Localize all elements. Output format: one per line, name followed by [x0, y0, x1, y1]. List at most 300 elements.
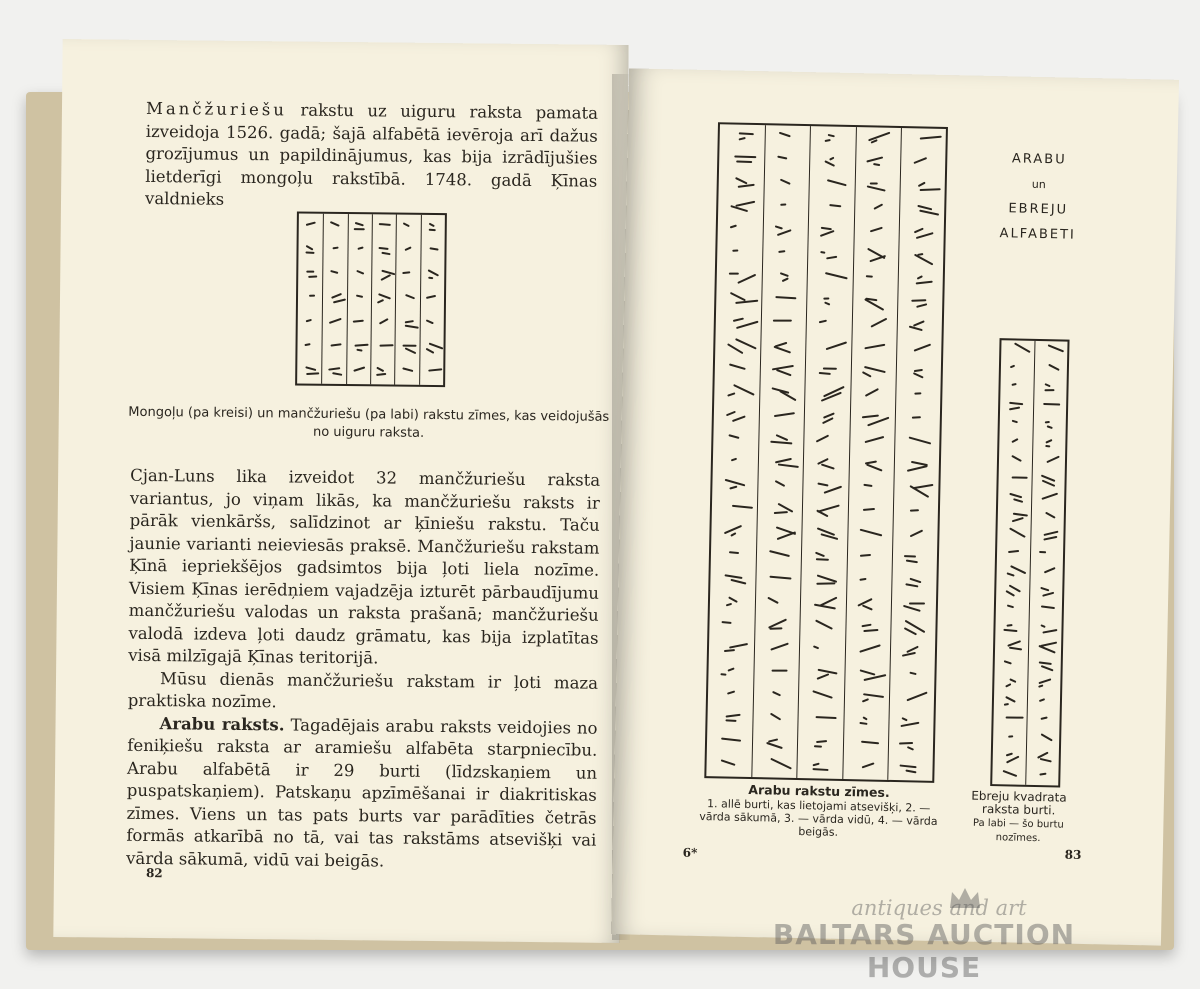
- script-glyph-mark: [1040, 758, 1052, 763]
- script-glyph-mark: [863, 508, 875, 511]
- script-glyph-mark: [402, 367, 414, 372]
- script-glyph-mark: [871, 139, 878, 143]
- table-column-rule: [321, 214, 324, 384]
- script-glyph-mark: [331, 293, 342, 299]
- script-glyph-mark: [1044, 568, 1056, 574]
- script-glyph-mark: [911, 299, 926, 302]
- script-glyph-mark: [1004, 629, 1018, 632]
- script-glyph-mark: [814, 745, 822, 747]
- script-glyph-mark: [777, 531, 796, 540]
- script-glyph-mark: [873, 163, 880, 166]
- script-glyph-mark: [820, 251, 826, 254]
- script-glyph-mark: [733, 318, 745, 323]
- script-glyph-mark: [826, 255, 837, 259]
- script-glyph-mark: [766, 741, 783, 748]
- script-glyph-mark: [1005, 696, 1016, 703]
- script-glyph-mark: [819, 320, 827, 324]
- script-glyph-mark: [727, 691, 735, 695]
- script-glyph-mark: [916, 281, 933, 285]
- script-glyph-mark: [304, 343, 310, 346]
- script-glyph-mark: [733, 384, 754, 396]
- script-glyph-mark: [867, 185, 886, 191]
- script-glyph-mark: [1038, 679, 1051, 685]
- script-glyph-mark: [1005, 684, 1011, 688]
- script-glyph-mark: [812, 762, 820, 766]
- script-glyph-mark: [1038, 685, 1044, 688]
- script-glyph-mark: [914, 343, 932, 351]
- script-glyph-mark: [735, 338, 757, 349]
- script-glyph-mark: [773, 691, 782, 696]
- script-glyph-mark: [905, 583, 919, 587]
- hebrew-figure-caption: [963, 790, 1074, 846]
- script-glyph-mark: [1040, 624, 1045, 628]
- side-title-line: ARABU: [1011, 151, 1067, 168]
- script-glyph-mark: [734, 156, 756, 159]
- arabic-caption-text: 1. allē burti, kas lietojami atsevišķi, 2. — vārda sākumā, 3. — vārda vidū, 4. — vārda beigās.: [699, 797, 938, 839]
- script-glyph-mark: [405, 320, 415, 323]
- script-glyph-mark: [735, 300, 758, 304]
- script-glyph-mark: [1047, 456, 1061, 464]
- script-glyph-mark: [1044, 403, 1061, 406]
- script-glyph-mark: [903, 555, 915, 558]
- script-glyph-mark: [817, 582, 836, 584]
- script-glyph-mark: [868, 132, 890, 142]
- printer-signature-mark: 6*: [682, 845, 698, 860]
- script-glyph-mark: [816, 740, 827, 743]
- script-glyph-mark: [903, 605, 921, 612]
- script-glyph-mark: [729, 552, 739, 555]
- script-glyph-mark: [775, 434, 788, 441]
- script-glyph-mark: [816, 574, 836, 582]
- script-glyph-mark: [824, 302, 830, 306]
- script-glyph-mark: [428, 228, 435, 230]
- side-title: [977, 146, 1099, 248]
- script-glyph-mark: [306, 271, 314, 273]
- script-glyph-mark: [732, 249, 738, 251]
- script-glyph-mark: [909, 326, 923, 332]
- mongol-figure-caption: Mongoļu (pa kreisi) un mančžuriešu (pa labi) rakstu zīmes, kas veidojušās no uiguru raksta.: [128, 404, 610, 441]
- script-glyph-mark: [428, 342, 442, 349]
- script-glyph-mark: [402, 222, 409, 227]
- script-glyph-mark: [305, 319, 311, 322]
- script-glyph-mark: [860, 554, 871, 557]
- paragraph-musu-dienas: Mūsu dienās mančžuriešu rakstam ir ļoti maza praktiska nozīme.: [127, 668, 599, 712]
- script-glyph-mark: [901, 717, 907, 721]
- page-number-left: 82: [145, 865, 163, 881]
- script-glyph-mark: [1009, 528, 1025, 538]
- script-glyph-mark: [405, 324, 419, 328]
- script-glyph-mark: [914, 253, 933, 265]
- script-glyph-mark: [861, 762, 874, 768]
- script-glyph-mark: [721, 673, 727, 676]
- script-glyph-mark: [816, 716, 837, 719]
- script-glyph-mark: [907, 746, 914, 751]
- script-glyph-mark: [1041, 717, 1048, 721]
- script-glyph-mark: [328, 367, 340, 371]
- script-glyph-mark: [405, 294, 415, 300]
- script-glyph-mark: [770, 575, 792, 579]
- script-glyph-mark: [770, 627, 783, 629]
- script-glyph-mark: [731, 458, 737, 462]
- script-glyph-mark: [864, 436, 884, 443]
- script-glyph-mark: [1010, 365, 1016, 369]
- script-glyph-mark: [355, 344, 369, 347]
- script-glyph-mark: [355, 221, 364, 226]
- script-glyph-mark: [430, 247, 439, 250]
- script-glyph-mark: [863, 484, 872, 487]
- script-glyph-mark: [862, 624, 872, 628]
- script-glyph-mark: [1009, 402, 1023, 405]
- script-glyph-mark: [333, 246, 340, 249]
- right-page: [611, 68, 1179, 945]
- script-glyph-mark: [1045, 421, 1050, 423]
- script-glyph-mark: [1045, 384, 1051, 388]
- script-glyph-mark: [914, 228, 924, 234]
- script-glyph-mark: [1007, 605, 1015, 609]
- script-glyph-mark: [724, 574, 743, 579]
- script-glyph-mark: [818, 372, 830, 375]
- script-glyph-mark: [330, 343, 341, 346]
- script-glyph-mark: [767, 597, 779, 605]
- script-glyph-mark: [823, 298, 829, 300]
- script-glyph-mark: [777, 464, 798, 469]
- left-main-text: [126, 465, 600, 875]
- script-glyph-mark: [781, 203, 787, 205]
- script-glyph-mark: [909, 602, 925, 604]
- script-glyph-mark: [825, 341, 847, 350]
- script-glyph-mark: [358, 246, 364, 249]
- script-glyph-mark: [1041, 665, 1054, 671]
- script-glyph-mark: [829, 204, 841, 207]
- script-glyph-mark: [730, 486, 738, 490]
- script-glyph-mark: [1038, 645, 1055, 654]
- script-glyph-mark: [405, 347, 417, 354]
- script-glyph-mark: [859, 722, 867, 725]
- script-glyph-mark: [377, 299, 384, 304]
- script-glyph-mark: [1009, 647, 1022, 651]
- script-glyph-mark: [775, 226, 783, 230]
- script-glyph-mark: [736, 201, 756, 207]
- script-glyph-mark: [732, 415, 746, 422]
- script-glyph-mark: [739, 137, 746, 141]
- script-glyph-mark: [1041, 733, 1053, 741]
- script-glyph-mark: [1012, 517, 1024, 523]
- table-column-rule: [370, 214, 373, 384]
- script-glyph-mark: [1005, 590, 1015, 597]
- script-glyph-mark: [724, 649, 736, 652]
- script-glyph-mark: [902, 652, 916, 657]
- script-glyph-mark: [864, 674, 886, 681]
- script-glyph-mark: [829, 157, 834, 161]
- script-glyph-mark: [357, 270, 365, 275]
- script-glyph-mark: [863, 693, 884, 698]
- script-glyph-mark: [862, 604, 872, 610]
- script-glyph-mark: [732, 505, 753, 509]
- script-glyph-mark: [1014, 343, 1030, 353]
- script-glyph-mark: [730, 532, 736, 536]
- script-glyph-mark: [862, 717, 867, 721]
- script-glyph-mark: [305, 366, 316, 371]
- script-glyph-mark: [426, 319, 435, 324]
- hebrew-caption-sub: Pa labi — šo burtu nozīmes.: [972, 817, 1064, 845]
- table-column-rule: [842, 127, 857, 779]
- script-glyph-mark: [403, 271, 412, 274]
- script-glyph-mark: [900, 764, 917, 768]
- script-glyph-mark: [1040, 773, 1047, 776]
- script-glyph-mark: [736, 321, 758, 329]
- side-title-line: ALFABETI: [999, 226, 1076, 243]
- side-title-line: un: [1031, 177, 1046, 192]
- script-glyph-mark: [909, 671, 917, 675]
- script-glyph-mark: [376, 367, 384, 373]
- script-glyph-mark: [428, 269, 440, 276]
- script-glyph-mark: [333, 299, 346, 304]
- script-glyph-mark: [1011, 383, 1016, 386]
- script-glyph-mark: [381, 251, 390, 254]
- script-glyph-mark: [778, 156, 788, 160]
- script-glyph-mark: [870, 182, 878, 184]
- table-column-rule: [394, 215, 397, 385]
- script-glyph-mark: [771, 669, 787, 671]
- script-glyph-mark: [404, 246, 411, 251]
- script-glyph-mark: [822, 367, 836, 369]
- script-glyph-mark: [1044, 536, 1058, 541]
- script-glyph-mark: [726, 714, 741, 718]
- watermark-brand: BALTARS AUCTION HOUSE: [772, 918, 1076, 984]
- script-glyph-mark: [356, 349, 362, 352]
- script-glyph-mark: [726, 603, 733, 607]
- hebrew-glyph-table: [990, 338, 1069, 787]
- script-glyph-mark: [308, 276, 317, 278]
- script-glyph-mark: [779, 132, 791, 138]
- script-glyph-mark: [379, 318, 388, 324]
- script-glyph-mark: [332, 372, 342, 376]
- script-glyph-mark: [914, 157, 928, 164]
- script-glyph-mark: [1045, 445, 1050, 447]
- script-glyph-mark: [720, 759, 734, 766]
- script-glyph-mark: [920, 136, 942, 140]
- script-glyph-mark: [862, 371, 872, 378]
- script-glyph-mark: [306, 251, 315, 254]
- table-column-rule: [797, 126, 812, 778]
- script-glyph-mark: [817, 483, 828, 487]
- script-glyph-mark: [862, 414, 879, 418]
- script-glyph-mark: [1012, 420, 1018, 424]
- arabic-figure-caption: [693, 782, 944, 841]
- script-glyph-mark: [330, 270, 338, 274]
- script-glyph-mark: [781, 277, 789, 282]
- left-page: [53, 39, 628, 943]
- script-glyph-mark: [904, 627, 918, 635]
- arabic-glyph-table: [704, 122, 948, 783]
- script-glyph-mark: [1045, 512, 1056, 519]
- script-glyph-mark: [865, 275, 872, 278]
- script-glyph-mark: [812, 690, 833, 699]
- script-glyph-mark: [1004, 660, 1012, 664]
- script-glyph-mark: [1003, 703, 1008, 706]
- script-glyph-mark: [729, 272, 739, 274]
- script-glyph-mark: [917, 275, 923, 279]
- script-glyph-mark: [353, 319, 364, 322]
- script-glyph-mark: [917, 182, 925, 187]
- script-glyph-mark: [735, 177, 748, 185]
- script-glyph-mark: [729, 225, 736, 229]
- script-glyph-mark: [305, 245, 313, 251]
- script-glyph-mark: [1039, 551, 1046, 553]
- script-glyph-mark: [859, 645, 881, 654]
- script-glyph-mark: [867, 416, 889, 426]
- table-column-rule: [752, 125, 767, 777]
- script-glyph-mark: [870, 227, 883, 233]
- script-glyph-mark: [727, 667, 734, 671]
- script-glyph-mark: [1008, 550, 1020, 553]
- script-glyph-mark: [1045, 390, 1055, 392]
- script-glyph-mark: [768, 738, 778, 742]
- script-glyph-mark: [729, 643, 748, 649]
- script-glyph-mark: [816, 434, 830, 442]
- script-glyph-mark: [429, 222, 435, 227]
- mongol-manchu-glyph-table: [295, 212, 447, 388]
- script-glyph-mark: [1005, 753, 1013, 757]
- script-glyph-mark: [823, 486, 842, 494]
- script-glyph-mark: [1008, 735, 1013, 737]
- script-glyph-mark: [353, 367, 365, 372]
- script-glyph-mark: [919, 210, 939, 216]
- script-glyph-mark: [777, 229, 792, 236]
- auction-watermark: [724, 896, 1124, 984]
- script-glyph-mark: [1048, 345, 1064, 353]
- table-column-rule: [887, 128, 902, 780]
- script-glyph-mark: [1011, 476, 1027, 478]
- script-glyph-mark: [866, 157, 883, 163]
- script-glyph-mark: [821, 464, 835, 470]
- script-glyph-mark: [379, 223, 391, 226]
- script-glyph-mark: [815, 552, 825, 558]
- script-glyph-mark: [329, 318, 342, 324]
- script-glyph-mark: [721, 621, 731, 624]
- script-glyph-mark: [1012, 513, 1027, 517]
- script-glyph-mark: [866, 464, 882, 472]
- paragraph-cjan-luns: Cjan-Luns lika izveidot 32 mančžuriešu raksta variantus, jo viņam likās, ka mančžuriešu raksts ir pārāk vienkāršs, salīdzinot ar ķīniešu rakstu. Taču jaunie varianti neieviesās praksē. Mančžuriešu rakstam Ķīnā iepriekšējos gadsimtos bija ļoti liela nozīme. Visiem Ķīnas ierēdņiem vajadzēja izturēt pārbaudījumu mančžuriešu valodas un raksta prašanā; mančžuriešu valodā izdeva ļoti daudz grāmatu, kas bija izplatītas visā milzīgajā Ķīnas teritorijā.: [128, 465, 601, 668]
- paragraph-lead-word: Mančžuriešu: [145, 98, 288, 120]
- script-glyph-mark: [813, 646, 820, 650]
- script-glyph-mark: [915, 393, 922, 395]
- script-glyph-mark: [1012, 438, 1019, 443]
- script-glyph-mark: [721, 737, 741, 741]
- hebrew-caption-title: Ebreju kvadrata raksta burti.: [971, 788, 1067, 818]
- script-glyph-mark: [813, 768, 829, 771]
- script-glyph-mark: [874, 203, 884, 210]
- table-column-rule: [346, 214, 349, 384]
- section-heading-arabu-raksts: Arabu raksts.: [159, 713, 285, 734]
- script-glyph-mark: [770, 441, 792, 445]
- script-glyph-mark: [907, 465, 928, 472]
- script-glyph-mark: [913, 372, 924, 379]
- script-glyph-mark: [725, 720, 736, 723]
- script-glyph-mark: [380, 274, 391, 281]
- script-glyph-mark: [738, 274, 757, 284]
- script-glyph-mark: [828, 134, 835, 137]
- script-glyph-mark: [306, 373, 319, 376]
- script-glyph-mark: [825, 272, 848, 279]
- script-glyph-mark: [1006, 756, 1019, 764]
- script-glyph-mark: [910, 577, 922, 583]
- script-glyph-mark: [780, 272, 789, 277]
- script-glyph-mark: [864, 366, 886, 373]
- script-glyph-mark: [770, 713, 781, 721]
- script-glyph-mark: [376, 373, 386, 376]
- script-glyph-mark: [816, 673, 829, 680]
- script-glyph-mark: [773, 320, 792, 322]
- script-glyph-mark: [737, 183, 754, 187]
- script-glyph-mark: [305, 221, 316, 226]
- script-glyph-mark: [909, 530, 922, 538]
- script-glyph-mark: [905, 769, 916, 773]
- script-glyph-mark: [426, 348, 435, 354]
- script-glyph-mark: [919, 188, 940, 191]
- script-glyph-mark: [1012, 455, 1023, 462]
- script-glyph-mark: [915, 232, 933, 239]
- script-glyph-mark: [1006, 573, 1014, 577]
- arabic-caption-title: Arabu rakstu zīmes.: [748, 781, 890, 800]
- paragraph-text: Tagadējais arabu raksts veidojies no feniķiešu raksta ar aramiešu alfabēta starpniecību. Arabu alfabētā ir 29 burti (līdzskaņiem un puspatskaņiem). Patskaņu apzīmēšanai ir diakritiskas zīmes. Viens un tas pats burts var parādīties četrās formās atkarībā no tā, vai tas rakstāms atsevišķi vai vārda sākumā, vidū vai beigās.: [126, 714, 598, 870]
- script-glyph-mark: [815, 620, 832, 630]
- script-glyph-mark: [1042, 629, 1057, 634]
- script-glyph-mark: [770, 643, 789, 651]
- paragraph-text: rakstu uz uiguru raksta pamata izveidoja 1526. gadā; šajā alfabētā ievēroja arī dažus grozījumus un papildinājumus, kas bija izrādījušies lietderīgi mongoļu rakstībā. 1748. gadā Ķīnas valdnieks: [144, 100, 599, 209]
- table-column-rule: [419, 215, 422, 385]
- script-glyph-mark: [1041, 606, 1055, 610]
- script-glyph-mark: [780, 178, 791, 184]
- script-glyph-mark: [1042, 592, 1054, 597]
- script-glyph-mark: [330, 221, 340, 227]
- watermark-tagline: antiques and art: [851, 896, 1027, 920]
- script-glyph-mark: [775, 296, 796, 299]
- script-glyph-mark: [1048, 364, 1059, 371]
- script-glyph-mark: [736, 161, 752, 164]
- script-glyph-mark: [906, 560, 918, 564]
- script-glyph-mark: [726, 410, 736, 416]
- script-glyph-mark: [864, 343, 885, 349]
- script-glyph-mark: [824, 139, 830, 142]
- script-glyph-mark: [1047, 426, 1054, 430]
- page-number-right: 83: [1064, 847, 1082, 862]
- script-glyph-mark: [730, 578, 746, 584]
- script-glyph-mark: [426, 295, 436, 299]
- script-glyph-mark: [906, 692, 927, 702]
- script-glyph-mark: [1006, 624, 1012, 627]
- left-top-paragraph: [145, 98, 598, 215]
- script-glyph-mark: [827, 179, 847, 186]
- script-glyph-mark: [727, 343, 743, 354]
- script-glyph-mark: [776, 369, 792, 376]
- script-glyph-mark: [428, 369, 442, 372]
- script-glyph-mark: [728, 434, 739, 439]
- script-glyph-mark: [862, 698, 869, 702]
- script-glyph-mark: [774, 511, 788, 514]
- script-glyph-mark: [739, 133, 754, 136]
- script-glyph-mark: [816, 558, 829, 561]
- script-glyph-mark: [912, 416, 921, 418]
- script-glyph-mark: [1041, 493, 1058, 500]
- script-glyph-mark: [910, 509, 920, 511]
- script-glyph-mark: [727, 393, 735, 397]
- script-glyph-mark: [1038, 698, 1044, 702]
- script-glyph-mark: [1013, 499, 1023, 504]
- script-glyph-mark: [861, 740, 879, 744]
- script-glyph-mark: [1009, 406, 1020, 410]
- script-glyph-mark: [379, 247, 389, 250]
